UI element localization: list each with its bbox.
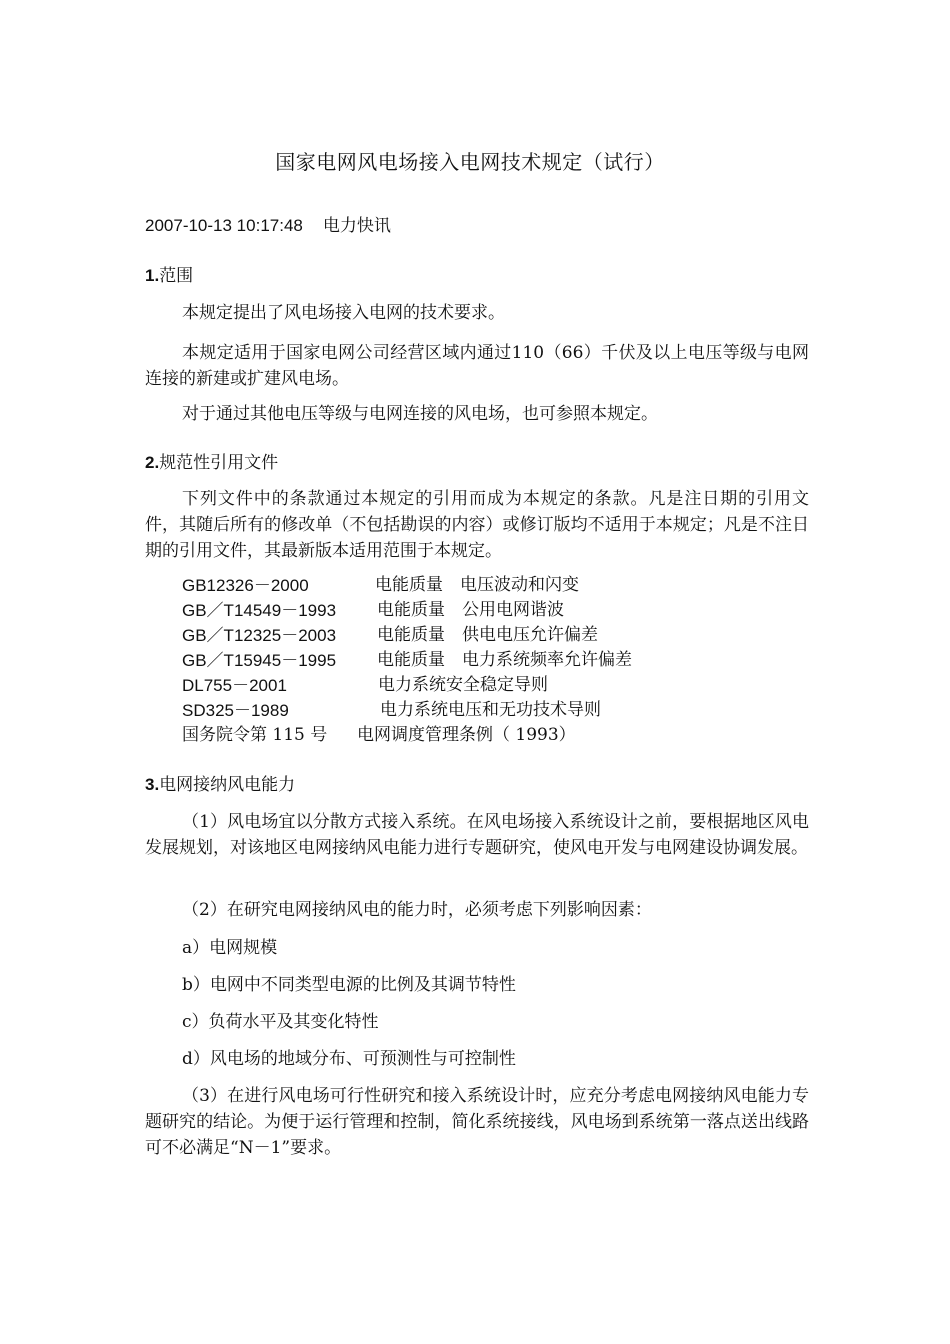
publish-source: 电力快讯: [322, 216, 391, 236]
ref-code: DL755－2001: [182, 676, 287, 695]
article-meta: [145, 215, 391, 237]
ref-code: 国务院令第 115 号: [182, 725, 328, 745]
ref-desc: 电能质量 公用电网谐波: [377, 600, 564, 620]
section-heading-1: [145, 265, 193, 287]
ref-code: GB／T14549－1993: [182, 601, 337, 620]
paragraph: （3）在进行风电场可行性研究和接入系统设计时，应充分考虑电网接纳风电能力专题研究的结论。为便于运行管理和控制，简化系统接线，风电场到系统第一落点送出线路可不必满足“N－1”要求。: [145, 1086, 809, 1158]
paragraph: 本规定适用于国家电网公司经营区域内通过110（66）千伏及以上电压等级与电网连接的新建或扩建风电场。: [145, 343, 809, 389]
ref-desc: 电能质量 供电电压允许偏差: [377, 625, 598, 645]
paragraph: 本规定提出了风电场接入电网的技术要求。: [182, 303, 505, 323]
ref-desc: 电网调度管理条例（ 1993）: [357, 725, 576, 745]
section-heading-3: [145, 774, 295, 796]
list-item: c）负荷水平及其变化特性: [182, 1012, 379, 1032]
document-title: 国家电网风电场接入电网技术规定（试行）: [275, 150, 665, 174]
section-heading-2: [145, 452, 278, 474]
section-number: 2.: [145, 453, 160, 472]
ref-code: GB／T12325－2003: [182, 626, 337, 645]
publish-datetime: 2007-10-13 10:17:48: [145, 216, 303, 235]
list-item: a）电网规模: [182, 938, 278, 958]
section-number: 1.: [145, 266, 160, 285]
section-title: 规范性引用文件: [159, 453, 279, 473]
paragraph: （2）在研究电网接纳风电的能力时，必须考虑下列影响因素：: [182, 900, 652, 920]
paragraph: 对于通过其他电压等级与电网连接的风电场，也可参照本规定。: [182, 404, 658, 424]
paragraph: （1）风电场宜以分散方式接入系统。在风电场接入系统设计之前，要根据地区风电发展规划，对该地区电网接纳风电能力进行专题研究，使风电开发与电网建设协调发展。: [145, 812, 809, 858]
section-title: 范围: [159, 266, 194, 286]
ref-desc: 电力系统电压和无功技术导则: [380, 700, 601, 720]
section-title: 电网接纳风电能力: [159, 775, 296, 795]
paragraph: 下列文件中的条款通过本规定的引用而成为本规定的条款。凡是注日期的引用文件，其随后所有的修改单（不包括勘误的内容）或修订版均不适用于本规定；凡是不注日期的引用文件，其最新版本适用范围于本规定。: [145, 489, 809, 561]
ref-code: SD325－1989: [182, 701, 289, 720]
ref-desc: 电能质量 电压波动和闪变: [375, 575, 579, 595]
list-item: b）电网中不同类型电源的比例及其调节特性: [182, 975, 516, 995]
section-number: 3.: [145, 775, 160, 794]
ref-code: GB12326－2000: [182, 576, 309, 595]
ref-desc: 电力系统安全稳定导则: [378, 675, 548, 695]
list-item: d）风电场的地域分布、可预测性与可控制性: [182, 1049, 516, 1069]
ref-desc: 电能质量 电力系统频率允许偏差: [377, 650, 632, 670]
ref-code: GB／T15945－1995: [182, 651, 337, 670]
